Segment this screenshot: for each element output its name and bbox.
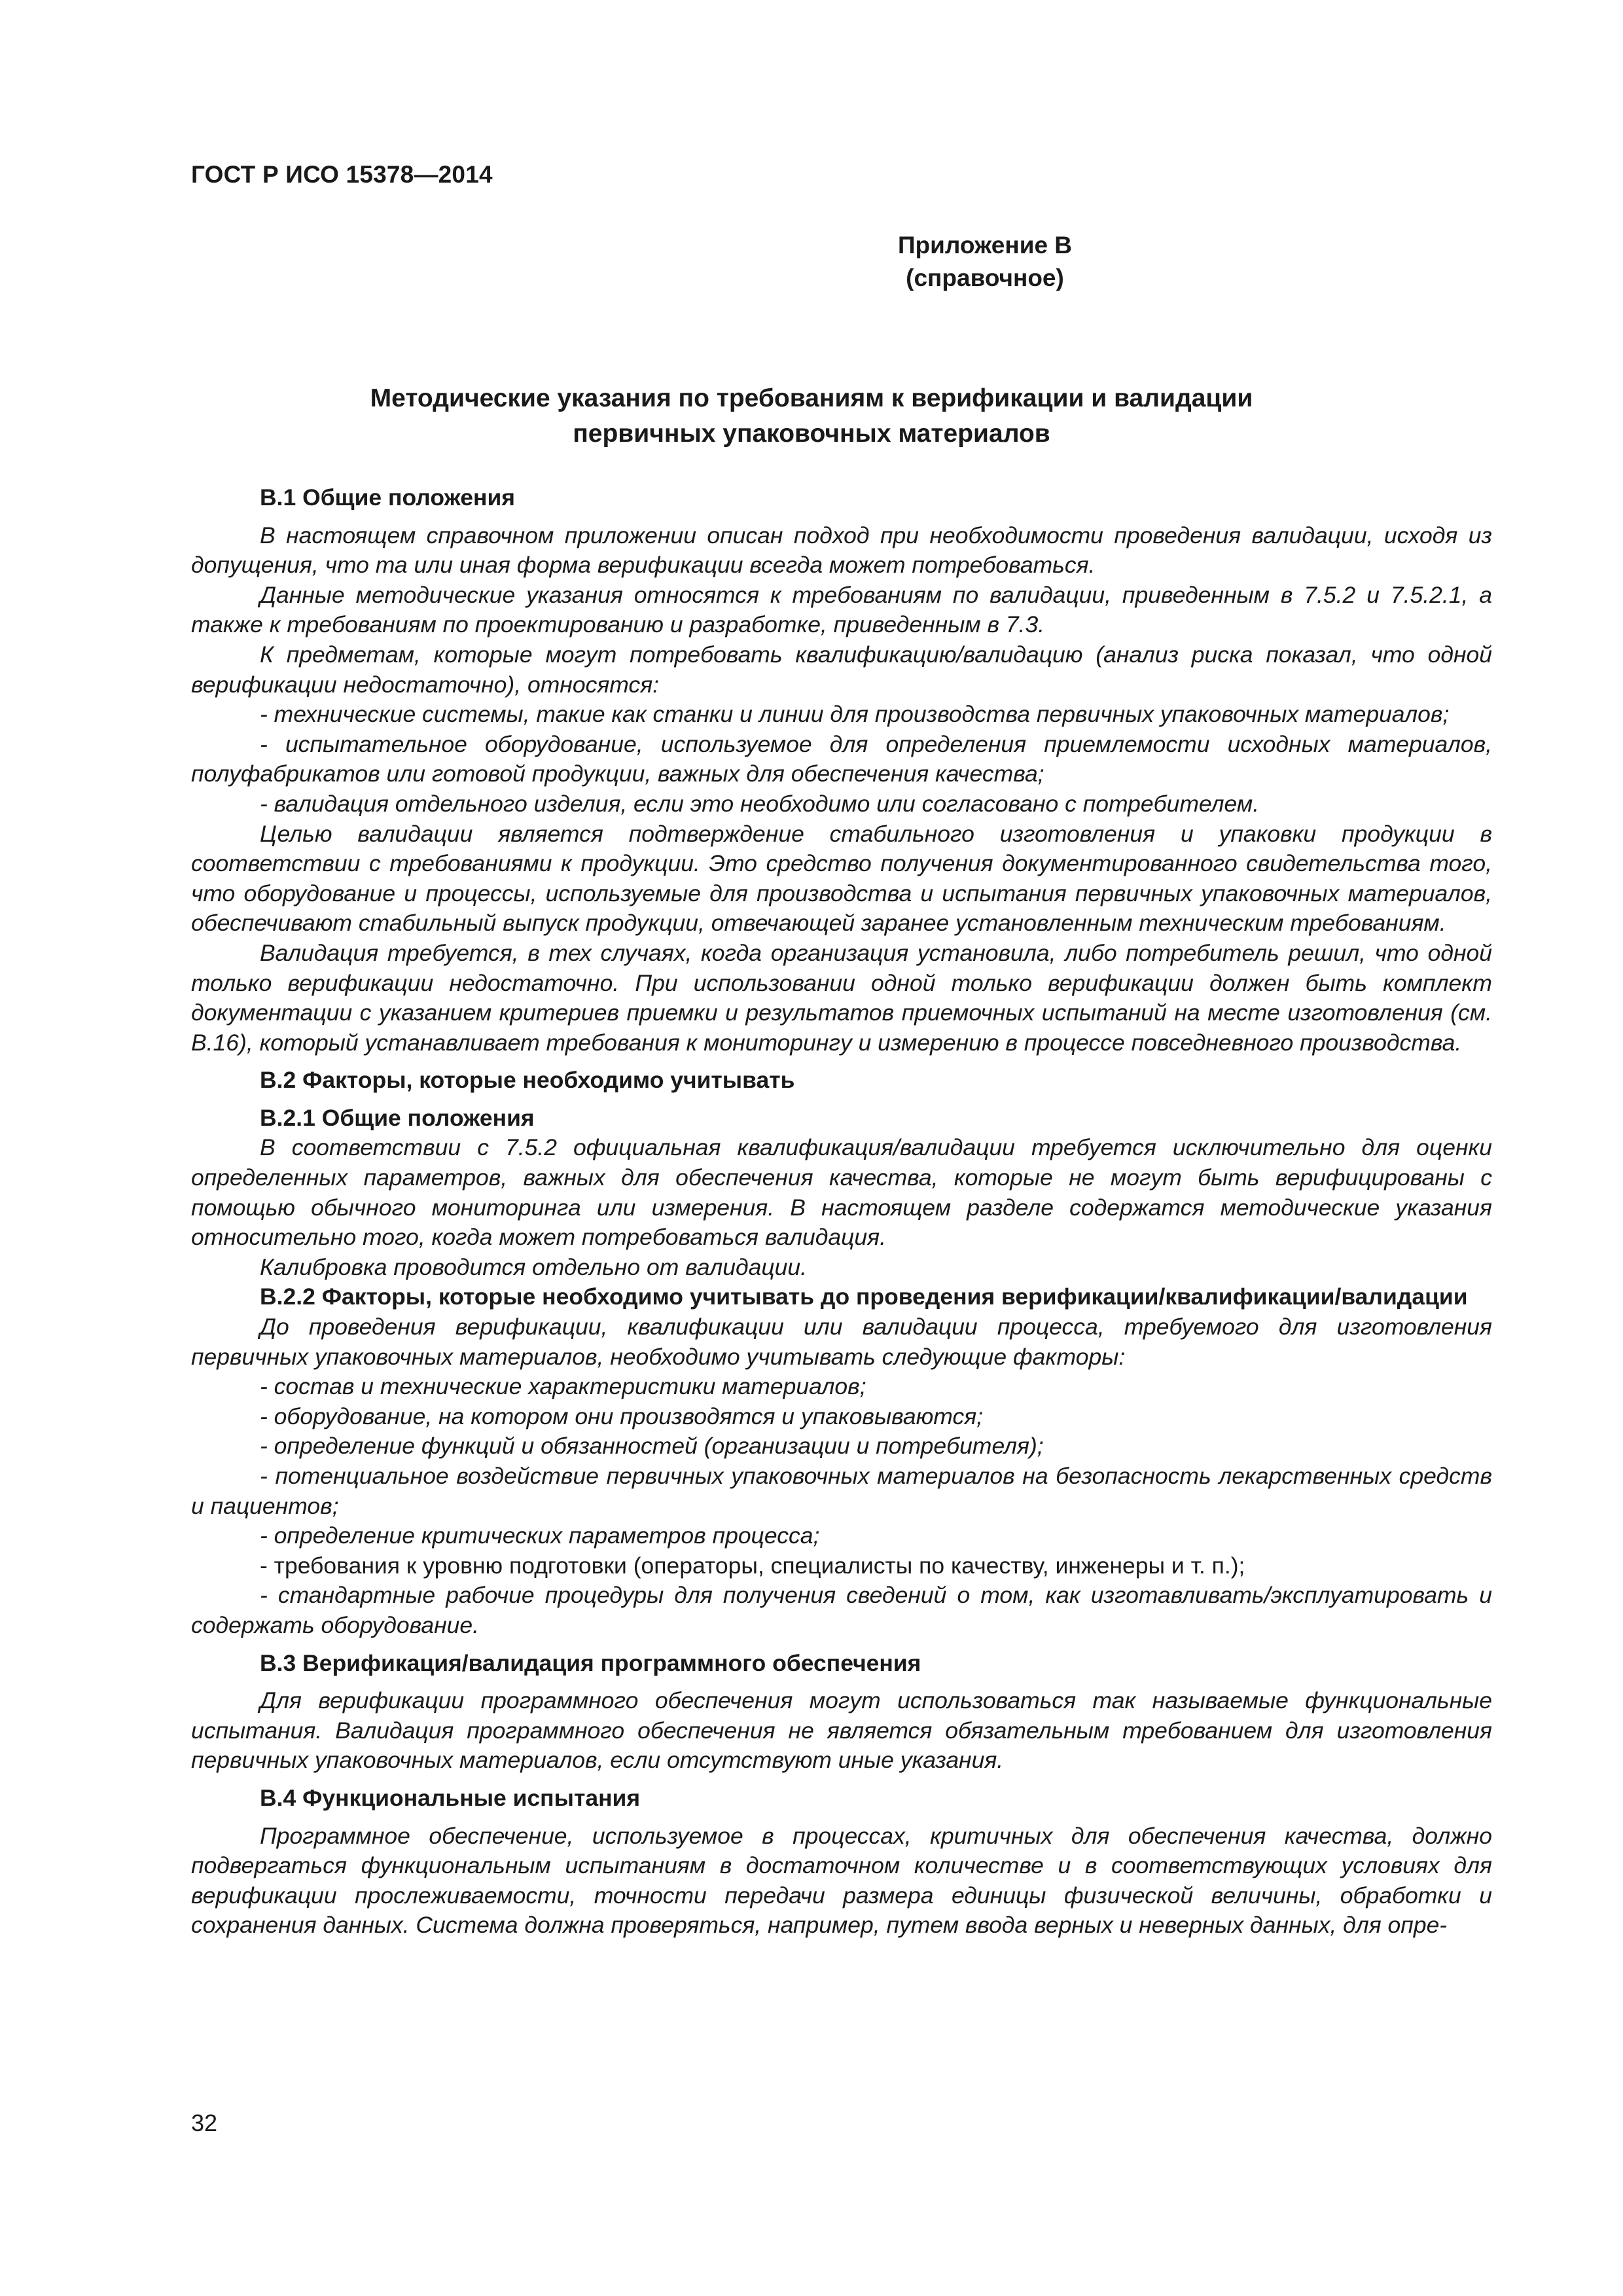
section-heading-b4: В.4 Функциональные испытания <box>260 1784 641 1811</box>
subsection-heading-b22: В.2.2 Факторы, которые необходимо учитывать до проведения верификации/квалификации/валидации <box>260 1283 1468 1310</box>
list-item: - испытательное оборудование, используемое для определения приемлемости исходных материалов, полуфабрикатов или готовой продукции, важных для обеспечения качества; <box>191 730 1492 787</box>
paragraph: Для верификации программного обеспечения могут использоваться так называемые функциональные испытания. Валидация программного обеспечения не является обязательным требованием для изготовления первичных упаковочных материалов, если отсутствуют иные указания. <box>191 1687 1492 1774</box>
list-item: - требования к уровню подготовки (операторы, специалисты по качеству, инженеры и т. п.); <box>260 1552 1245 1579</box>
document-title <box>0 381 1623 452</box>
paragraph: Калибровка проводится отдельно от валидации. <box>260 1253 808 1280</box>
paragraph: Данные методические указания относятся к требованиям по валидации, приведенным в 7.5.2 и 7.5.2.1, а также к требованиям по проектированию и разработке, приведенным в 7.3. <box>191 581 1492 638</box>
paragraph: К предметам, которые могут потребовать квалификацию/валидацию (анализ риска показал, что одной верификации недостаточно), относятся: <box>191 641 1492 698</box>
list-item: - валидация отдельного изделия, если это необходимо или согласовано с потребителем. <box>260 790 1260 817</box>
page-number: 32 <box>191 2109 218 2136</box>
document-header: ГОСТ Р ИСО 15378—2014 <box>191 161 493 188</box>
paragraph: В соответствии с 7.5.2 официальная квалификация/валидации требуется исключительно для оценки определенных параметров, важных для обеспечения качества, которые не могут быть верифицированы с помощью обычного мониторинга или измерения. В настоящем разделе содержатся методические указания относительно того, когда может потребоваться валидация. <box>191 1134 1492 1251</box>
title-line-2: первичных упаковочных материалов <box>573 420 1050 448</box>
section-heading-b3: В.3 Верификация/валидация программного обеспечения <box>260 1649 921 1676</box>
list-item: - технические системы, такие как станки и линии для производства первичных упаковочных материалов; <box>260 701 1450 728</box>
paragraph: Валидация требуется, в тех случаях, когда организация установила, либо потребитель решил, что одной только верификации недостаточно. При использовании одной только верификации должен быть комплект документации с указанием критериев приемки и результатов приемочных испытаний на месте изготовления (см. В.16), который устанавливает требования к мониторингу и измерению в процессе повседневного производства. <box>191 939 1492 1056</box>
paragraph: В настоящем справочном приложении описан подход при необходимости проведения валидации, исходя из допущения, что та или иная форма верификации всегда может потребоваться. <box>191 522 1492 579</box>
list-item: - определение функций и обязанностей (организации и потребителя); <box>260 1433 1044 1460</box>
title-line-1: Методические указания по требованиям к верификации и валидации <box>370 384 1253 412</box>
list-item: - оборудование, на котором они производятся и упаковываются; <box>260 1403 984 1429</box>
paragraph: Программное обеспечение, используемое в процессах, критичных для обеспечения качества, должно подвергаться функциональным испытаниям в достаточном количестве и в соответствующих условиях для верификации прослеживаемости, точности передачи размера единицы физической величины, обработки и сохранения данных. Система должна проверяться, например, путем ввода верных и неверных данных, для опре- <box>191 1822 1492 1939</box>
list-item: - состав и технические характеристики материалов; <box>260 1373 866 1400</box>
list-item: - стандартные рабочие процедуры для получения сведений о том, как изготавливать/эксплуатировать и содержать оборудование. <box>191 1582 1492 1638</box>
section-heading-b1: В.1 Общие положения <box>260 484 515 511</box>
paragraph: До проведения верификации, квалификации или валидации процесса, требуемого для изготовления первичных упаковочных материалов, необходимо учитывать следующие факторы: <box>191 1314 1492 1370</box>
annex-status: (справочное) <box>906 264 1064 291</box>
list-item: - определение критических параметров процесса; <box>260 1522 820 1549</box>
section-heading-b2: В.2 Факторы, которые необходимо учитывать <box>260 1067 795 1094</box>
annex-label <box>0 229 1623 295</box>
paragraph: Целью валидации является подтверждение стабильного изготовления и упаковки продукции в соответствии с требованиями к продукции. Это средство получения документированного свидетельства того, что оборудование и процессы, используемые для производства и испытания первичных упаковочных материалов, обеспечивают стабильный выпуск продукции, отвечающей заранее установленным техническим требованиям. <box>191 820 1492 937</box>
annex-title: Приложение В <box>897 232 1073 259</box>
subsection-heading-b21: В.2.1 Общие положения <box>260 1104 535 1131</box>
document-body <box>191 483 1492 1941</box>
list-item: - потенциальное воздействие первичных упаковочных материалов на безопасность лекарственных средств и пациентов; <box>191 1463 1492 1519</box>
